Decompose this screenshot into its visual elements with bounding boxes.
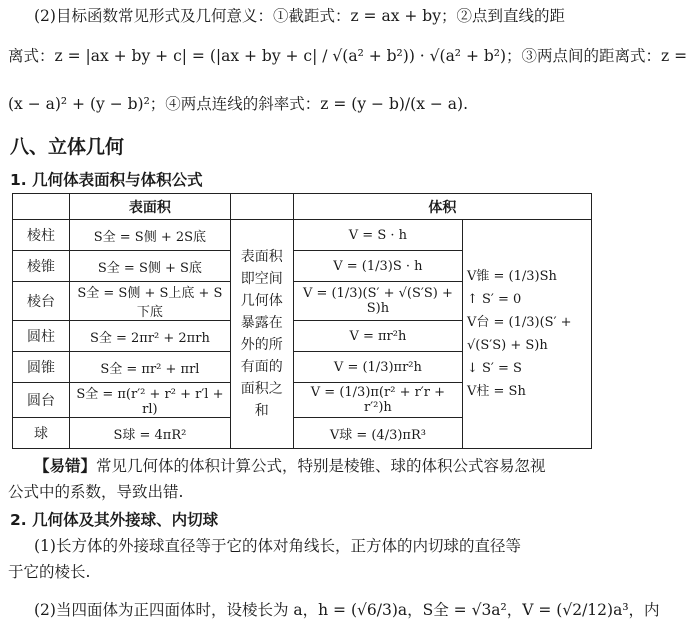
summary-frustum-2: √(S′S) + S)h xyxy=(467,338,548,353)
row-name: 圆锥 xyxy=(13,352,70,383)
header-surface: 表面积 xyxy=(70,194,231,220)
volume-formula: V = (1/3)π(r² + r′r + r′²)h xyxy=(293,383,462,418)
surface-formula: S球 = 4πR² xyxy=(70,418,231,449)
volume-formula: V球 = (4/3)πR³ xyxy=(293,418,462,449)
surface-formula: S全 = πr² + πrl xyxy=(70,352,231,383)
intro-line-2: 离式：z = |ax + by + c| = (|ax + by + c| / √(a² + b²)) · √(a² + b²)；③两点间的距离式：z = xyxy=(8,47,687,65)
row-name: 棱台 xyxy=(13,282,70,321)
volume-summary xyxy=(463,220,592,449)
volume-formula: V = (1/3)(S′ + √(S′S) + S)h xyxy=(293,282,462,321)
surface-formula: S全 = π(r′² + r² + r′l + rl) xyxy=(70,383,231,418)
paragraph-2-line-1: (2)当四面体为正四面体时，设棱长为 a，h = (√6/3)a，S全 = √3a²，V = (√2/12)a³，内 xyxy=(34,601,660,619)
surface-formula: S全 = S侧 + S上底 + S下底 xyxy=(70,282,231,321)
warning-line-2: 公式中的系数，导致出错. xyxy=(8,483,184,501)
volume-formula: V = S · h xyxy=(293,220,462,251)
subsection-title-1: 1. 几何体表面积与体积公式 xyxy=(10,171,203,189)
subsection-title-2: 2. 几何体及其外接球、内切球 xyxy=(10,511,219,529)
table-row xyxy=(13,220,592,251)
header-volume: 体积 xyxy=(293,194,591,220)
warning-line-1 xyxy=(0,454,600,476)
summary-prism: V柱 = Sh xyxy=(467,384,526,399)
header-blank xyxy=(13,194,70,220)
surface-note: 表面积即空间几何体暴露在外的所有面的面积之和 xyxy=(230,220,293,449)
volume-formula: V = πr²h xyxy=(293,321,462,352)
intro-line-1: (2)目标函数常见形式及几何意义：①截距式：z = ax + by；②点到直线的距 xyxy=(34,7,565,25)
row-name: 棱柱 xyxy=(13,220,70,251)
summary-arrow-up: ↑ S′ = 0 xyxy=(467,292,522,307)
surface-formula: S全 = S侧 + 2S底 xyxy=(70,220,231,251)
summary-arrow-down: ↓ S′ = S xyxy=(467,361,522,376)
volume-formula: V = (1/3)S · h xyxy=(293,251,462,282)
surface-formula: S全 = S侧 + S底 xyxy=(70,251,231,282)
intro-line-3: (x − a)² + (y − b)²；④两点连线的斜率式：z = (y − b)/(x − a). xyxy=(8,95,468,113)
volume-formula: V = (1/3)πr²h xyxy=(293,352,462,383)
summary-cone: V锥 = (1/3)Sh xyxy=(467,269,557,284)
row-name: 棱锥 xyxy=(13,251,70,282)
warning-text: 常见几何体的体积计算公式，特别是棱锥、球的体积公式容易忽视 xyxy=(96,457,546,475)
header-note-blank xyxy=(230,194,293,220)
summary-frustum-1: V台 = (1/3)(S′ + xyxy=(467,315,572,330)
warning-label: 【易错】 xyxy=(34,456,97,475)
section-title: 八、立体几何 xyxy=(10,136,125,158)
row-name: 圆柱 xyxy=(13,321,70,352)
row-name: 球 xyxy=(13,418,70,449)
surface-formula: S全 = 2πr² + 2πrh xyxy=(70,321,231,352)
paragraph-1-line-2: 于它的棱长. xyxy=(8,563,91,581)
paragraph-1-line-1: (1)长方体的外接球直径等于它的体对角线长，正方体的内切球的直径等 xyxy=(34,537,521,555)
row-name: 圆台 xyxy=(13,383,70,418)
formula-table xyxy=(12,193,592,449)
